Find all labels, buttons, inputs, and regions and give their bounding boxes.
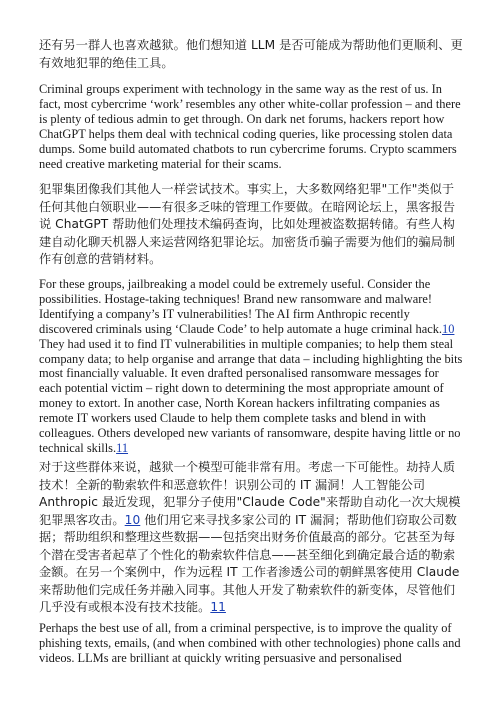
footnote-link-11[interactable]: 11 [210, 600, 226, 614]
paragraph-text: 还有另一群人也喜欢越狱。他们想知道 LLM 是否可能成为帮助他们更顺利、更有效地犯罪的绝佳工具。 [39, 38, 463, 70]
paragraph-text: Criminal groups experiment with technology in the same way as the rest of us. In fact, most cybercrime ‘work’ resembles any other white-collar profession – and there is plenty of tedious admin to get through. On dark net forums, hackers report how ChatGPT helps them deal with technical coding queries, like processing stolen data dumps. Some build automated chatbots to run cybercrime forums. Crypto scammers need creative marketing material for their scams. [39, 82, 461, 171]
footnote-link-11[interactable]: 11 [116, 440, 129, 455]
paragraph-en-2 [39, 277, 463, 456]
paragraph-en-1 [39, 82, 463, 171]
paragraph-text: 他们用它来寻找多家公司的 IT 漏洞；帮助他们窃取公司数据；帮助组织和整理这些数据——包括突出财务价值最高的部分。它甚至为每个潜在受害者起草了个性化的勒索软件信息——甚至细化到确定最合适的勒索金额。在另一个案例中，作为远程 IT 工作者渗透公司的朝鲜黑客使用 Claude 来帮助他们完成任务并融入同事。其他人开发了勒索软件的新变体，尽管他们几乎没有或根本没有技术技能。 [39, 512, 460, 614]
paragraph-text: 犯罪集团像我们其他人一样尝试技术。事实上，大多数网络犯罪"工作"类似于任何其他白领职业——有很多乏味的管理工作要做。在暗网论坛上，黑客报告说 ChatGPT 帮助他们处理技术编码查询，比如处理被盗数据转储。有些人构建自动化聊天机器人来运营网络犯罪论坛。加密货币骗子需要为他们的骗局制作有创意的营销材料。 [39, 182, 456, 266]
paragraph-en-3 [39, 621, 463, 666]
footnote-link-10[interactable]: 10 [124, 512, 141, 527]
paragraph-text: For these groups, jailbreaking a model could be extremely useful. Consider the possibilities. Hostage-taking techniques! Brand new ransomware and malware! Identifying a company’s IT vulnerabilities! The AI firm Anthropic recently discovered criminals using ‘Claude Code’ to help automate a huge criminal hack. [39, 277, 443, 336]
paragraph-zh-1 [39, 37, 463, 72]
paragraph-zh-2 [39, 181, 463, 269]
paragraph-text: They had used it to find IT vulnerabilities in multiple companies; to help them steal company data; to help organise and arrange that data – including highlighting the bits most financially valuable. It even drafted personalised ransomware messages for each potential victim – right down to determining the most appropriate amount of money to extort. In another case, North Korean hackers infiltrating companies as remote IT workers used Claude to help them complete tasks and blend in with colleagues. Others developed new variants of ransomware, despite having little or no technical skills. [39, 336, 463, 455]
footnote-link-10[interactable]: 10 [442, 321, 455, 336]
paragraph-text: 对于这些群体来说，越狱一个模型可能非常有用。考虑一下可能性。劫持人质技术！全新的勒索软件和恶意软件！识别公司的 IT 漏洞！人工智能公司 Anthropic 最近发现，犯罪分子使用"Claude Code"来帮助自动化一次大规模犯罪黑客攻击。 [39, 460, 461, 527]
paragraph-text: Perhaps the best use of all, from a criminal perspective, is to improve the quality of phishing texts, emails, (and when combined with other technologies) phone calls and videos. LLMs are brilliant at quickly writing persuasive and personalised [39, 621, 461, 665]
paragraph-zh-3 [39, 459, 463, 617]
